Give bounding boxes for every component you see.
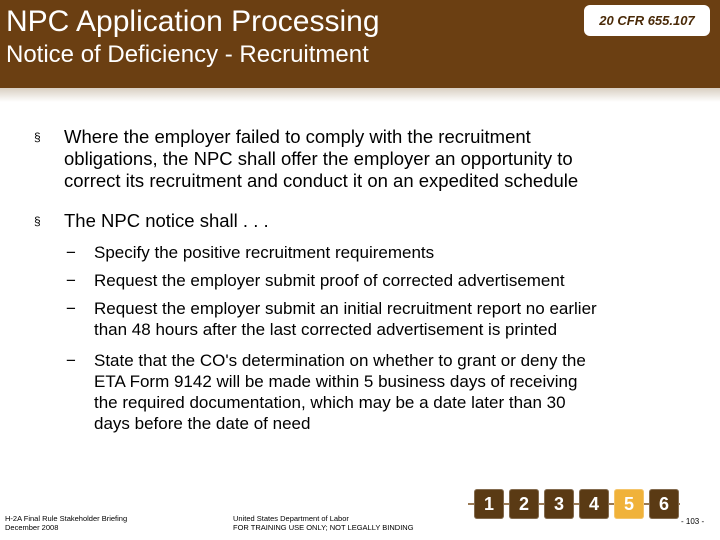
nav-button-3[interactable]: 3 <box>544 489 574 519</box>
nav-button-6[interactable]: 6 <box>649 489 679 519</box>
sub-bullet-text: Request the employer submit proof of corrected advertisement <box>94 271 565 290</box>
nav-button-1[interactable]: 1 <box>474 489 504 519</box>
sub-bullet-marker: − <box>66 243 76 262</box>
section-navigation <box>466 487 682 527</box>
footer-briefing-info: H-2A Final Rule Stakeholder Briefing December 2008 <box>5 514 128 532</box>
bullet-text: Where the employer failed to comply with the recruitment obligations, the NPC shall offer the employer an opportunity to correct its recruitment and conduct it on an expedited schedule <box>64 126 579 191</box>
nav-button-5[interactable]: 5 <box>614 489 644 519</box>
nav-button-2[interactable]: 2 <box>509 489 539 519</box>
sub-bullet-text: State that the CO's determination on whether to grant or deny the ETA Form 9142 will be made within 5 business days of receiving the required documentation, which may be a date later than 30 days before the date of need <box>94 351 586 433</box>
page-number: - 103 - <box>681 517 705 526</box>
nav-button-4[interactable]: 4 <box>579 489 609 519</box>
sub-bullet-marker: − <box>66 351 76 370</box>
citation-badge: 20 CFR 655.107 <box>584 5 710 36</box>
bullet-marker: § <box>34 214 41 228</box>
sub-bullet-text: Request the employer submit an initial recruitment report no earlier than 48 hours after the last corrected advertisement is printed <box>94 299 597 339</box>
bullet-text: The NPC notice shall . . . <box>64 210 269 231</box>
sub-bullet-text: Specify the positive recruitment requirements <box>94 243 435 262</box>
slide-subtitle: Notice of Deficiency - Recruitment <box>6 41 369 68</box>
footer-department: United States Department of Labor FOR TRAINING USE ONLY; NOT LEGALLY BINDING <box>233 514 414 532</box>
sub-bullet-marker: − <box>66 299 76 318</box>
sub-bullet-marker: − <box>66 271 76 290</box>
slide-title: NPC Application Processing <box>6 5 380 38</box>
bullet-marker: § <box>34 130 41 144</box>
header-shadow <box>0 88 720 102</box>
